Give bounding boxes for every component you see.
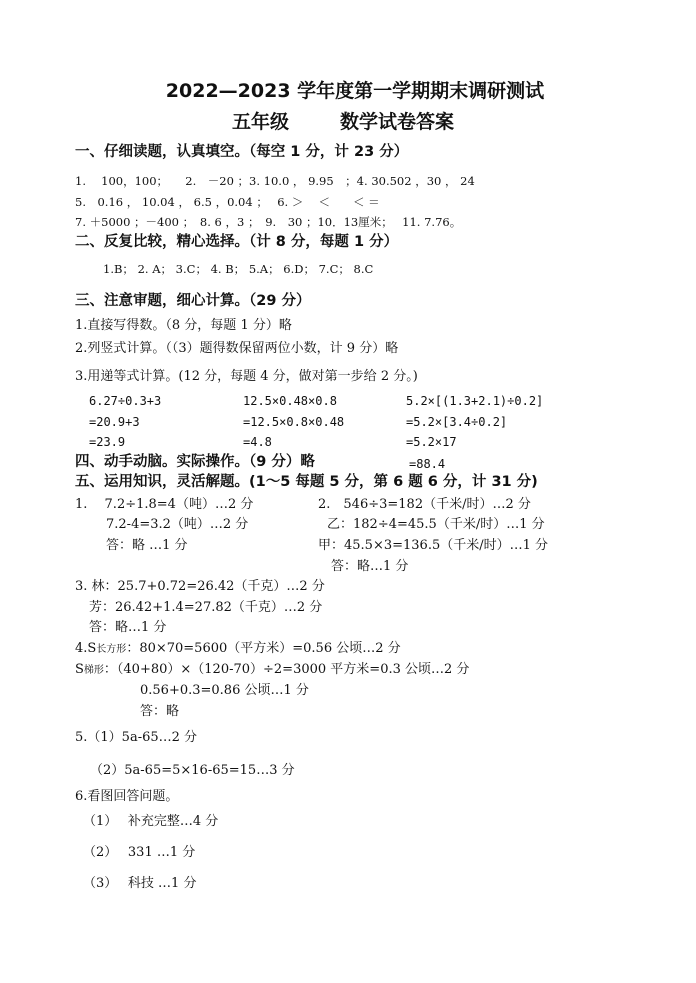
q1-line: 7.2-4=3.2（吨）…2 分 [106,517,249,532]
calc-step: 6.27÷0.3+3 [89,394,162,408]
q4-line-prefix: 4.S [75,641,97,656]
q3-line: 答：略…1 分 [89,620,167,635]
q5-line: （2）5a-65=5×16-65=15…3 分 [90,763,295,778]
section4-heading: 四、动手动脑。实际操作。（9 分）略 [75,454,315,470]
calc-step: =5.2×17 [406,435,457,449]
q4-line [75,640,401,659]
q6-title: 6.看图回答问题。 [75,789,179,804]
exam-title: 2022—2023 学年度第一学期期末调研测试 [165,80,545,102]
q4-line: 0.56+0.3=0.86 公顷…1 分 [140,683,309,698]
document-type-label: 数学试卷答案 [340,111,455,133]
q2-line: 答：略…1 分 [331,559,409,574]
calc-step: =20.9+3 [89,415,140,429]
section3-item1: 1.直接写得数。（8 分，每题 1 分）略 [75,318,292,333]
q4-line: 答：略 [140,704,180,719]
section1-heading: 一、仔细读题，认真填空。（每空 1 分，计 23 分） [75,144,409,160]
q6-answer: （3） 科技 …1 分 [83,876,197,891]
calc-step: =4.8 [243,435,272,449]
section1-answer-line1: 1. 100，100； 2. －20 ；3. 10.0 ， 9.95 ；4. 30.502 ，30 ， 24 [75,174,475,188]
section1-answer-line2: 5. 0.16 ， 10.04 ， 6.5 ，0.04 ； 6. ＞ ＜ ＜ ＝ [75,195,380,209]
q4-line-prefix: S [75,662,84,677]
q4-line-text: ：80×70=5600（平方米）=0.56 公顷…2 分 [126,641,401,656]
calc-step: 12.5×0.48×0.8 [243,394,337,408]
q4-line-subscript: 梯形 [83,665,104,676]
q1-line: 答：略 …1 分 [106,538,188,553]
q2-line: 2. 546÷3=182（千米/时）…2 分 [318,497,531,512]
section2-answers: 1.B； 2. A； 3.C； 4. B； 5.A； 6.D； 7.C； 8.C [103,262,374,276]
q1-line: 1. 7.2÷1.8=4（吨）…2 分 [75,497,254,512]
q2-line: 乙：182÷4=45.5（千米/时）…1 分 [327,517,545,532]
section1-answer-line3: 7. ＋5000 ；－400 ； 8. 6 ，3 ； 9. 30 ；10．13厘米； 11. 7.76。 [75,215,462,229]
q4-line [75,661,469,680]
grade-label: 五年级 [232,111,290,133]
q3-line: 芳：26.42+1.4=27.82（千克）…2 分 [89,600,323,615]
q4-line-subscript: 长方形 [96,644,127,655]
q6-answer: （2） 331 …1 分 [83,845,196,860]
q6-answer: （1） 补充完整…4 分 [83,814,219,829]
calc-step: =12.5×0.8×0.48 [243,415,345,429]
calc-step: 5.2×[(1.3+2.1)÷0.2] [406,394,544,408]
section2-heading: 二、反复比较，精心选择。（计 8 分，每题 1 分） [75,234,399,250]
q4-line-text: ：（40+80）×（120-70）÷2=3000 平方米=0.3 公顷…2 分 [103,662,470,677]
q2-line: 甲：45.5×3=136.5（千米/时）…1 分 [318,538,549,553]
calc-step: =5.2×[3.4÷0.2] [406,415,508,429]
q5-line: 5.（1）5a-65…2 分 [75,730,198,745]
section3-item3: 3.用递等式计算。(12 分，每题 4 分，做对第一步给 2 分。) [75,369,418,384]
section3-item2: 2.列竖式计算。（（3）题得数保留两位小数，计 9 分）略 [75,341,399,356]
q3-line: 3. 林：25.7+0.72=26.42（千克）…2 分 [75,579,325,594]
section3-heading: 三、注意审题，细心计算。（29 分） [75,293,311,309]
section5-heading: 五、运用知识，灵活解题。(1～5 每题 5 分，第 6 题 6 分，计 31 分) [75,474,538,490]
calc-step: =23.9 [89,435,126,449]
calc-step: =88.4 [409,457,446,471]
